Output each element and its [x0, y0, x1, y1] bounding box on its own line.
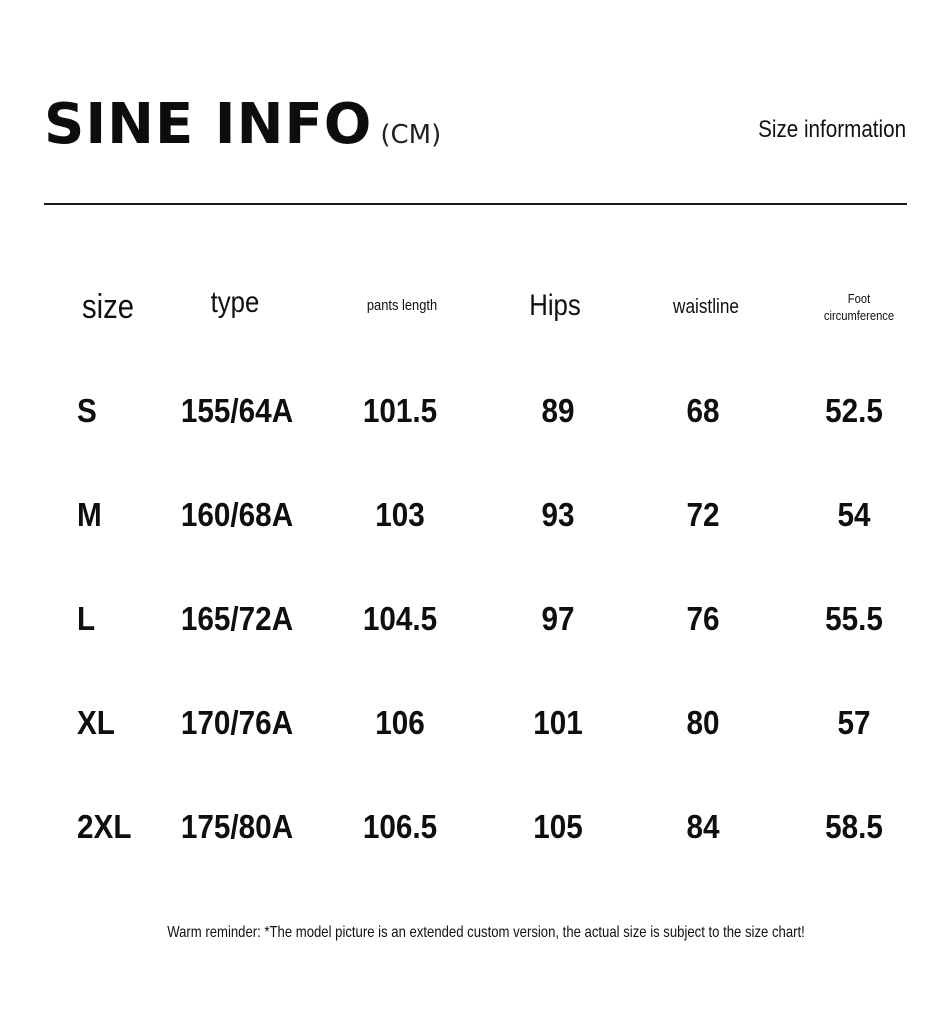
cell-type: 175/80A — [180, 808, 294, 845]
cell-size: XL — [77, 704, 115, 741]
cell-hips: 97 — [541, 600, 575, 637]
cell-hips: 93 — [541, 496, 575, 533]
table-row — [0, 496, 951, 546]
cell-pants-length: 104.5 — [362, 600, 438, 637]
column-header-foot-circumference — [816, 290, 902, 324]
cell-waistline: 76 — [686, 600, 720, 637]
cell-waistline: 72 — [686, 496, 720, 533]
cell-type: 160/68A — [180, 496, 294, 533]
column-header-type: type — [210, 286, 260, 319]
cell-hips: 105 — [533, 808, 583, 845]
cell-size: S — [77, 392, 97, 429]
cell-type: 165/72A — [180, 600, 294, 637]
cell-hips: 89 — [541, 392, 575, 429]
column-header-waistline: waistline — [673, 296, 739, 318]
table-row — [0, 808, 951, 858]
column-header-hips: Hips — [529, 289, 581, 322]
header-divider — [44, 203, 907, 205]
cell-waistline: 80 — [686, 704, 720, 741]
foot-header-line-2: circumference — [823, 308, 895, 323]
page-subtitle: Size information — [758, 116, 906, 143]
cell-size: M — [77, 496, 102, 533]
title-unit: (CM) — [380, 120, 442, 150]
title-text: SINE INFO — [44, 92, 373, 157]
column-header-pants-length: pants length — [366, 297, 438, 314]
cell-type: 170/76A — [180, 704, 294, 741]
cell-waistline: 68 — [686, 392, 720, 429]
cell-hips: 101 — [533, 704, 583, 741]
page-title — [44, 92, 441, 157]
cell-foot-circumference: 57 — [837, 704, 871, 741]
cell-foot-circumference: 55.5 — [825, 600, 883, 637]
cell-pants-length: 103 — [375, 496, 425, 533]
cell-pants-length: 106.5 — [362, 808, 438, 845]
cell-foot-circumference: 58.5 — [825, 808, 883, 845]
table-row — [0, 704, 951, 754]
cell-size: 2XL — [77, 808, 132, 845]
column-header-size: size — [81, 288, 135, 326]
warm-reminder-note: Warm reminder: *The model picture is an extended custom version, the actual size is subject to the size chart! — [167, 924, 805, 941]
cell-pants-length: 106 — [375, 704, 425, 741]
foot-header-line-1: Foot — [847, 291, 871, 306]
cell-pants-length: 101.5 — [362, 392, 438, 429]
cell-foot-circumference: 54 — [837, 496, 871, 533]
cell-waistline: 84 — [686, 808, 720, 845]
table-row — [0, 600, 951, 650]
table-row — [0, 392, 951, 442]
cell-type: 155/64A — [180, 392, 294, 429]
cell-size: L — [77, 600, 96, 637]
cell-foot-circumference: 52.5 — [825, 392, 883, 429]
